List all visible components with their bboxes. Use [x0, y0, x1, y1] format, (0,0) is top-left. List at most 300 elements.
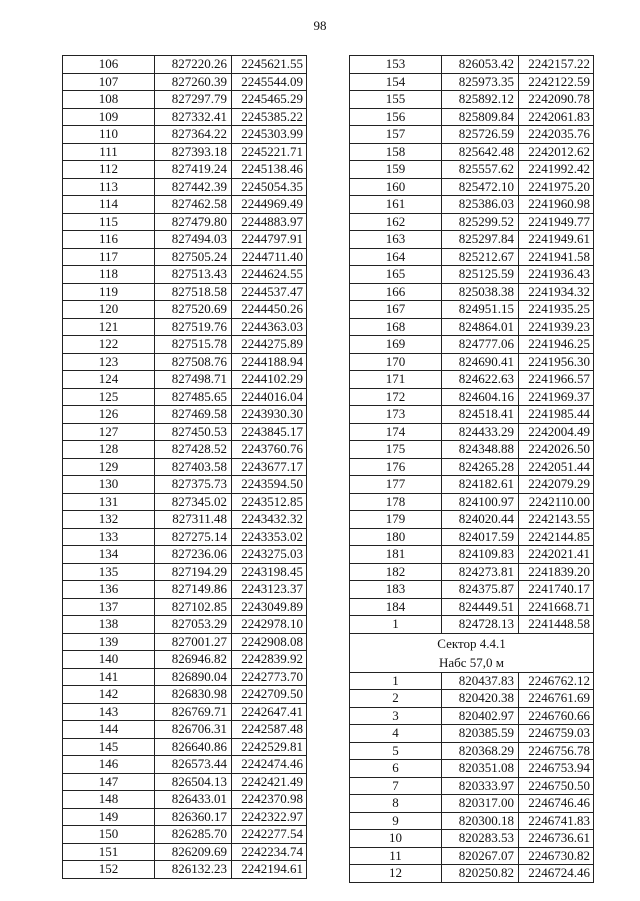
x-coordinate-cell: 827515.78: [155, 336, 232, 354]
y-coordinate-cell: 2242474.46: [232, 756, 307, 774]
table-row: [63, 598, 307, 616]
coordinates-table-right-upper-body: [350, 56, 594, 634]
point-number-cell: 108: [63, 91, 155, 109]
y-coordinate-cell: 2242908.08: [232, 633, 307, 651]
x-coordinate-cell: 824433.29: [442, 423, 519, 441]
point-number-cell: 116: [63, 231, 155, 249]
table-row: [63, 231, 307, 249]
y-coordinate-cell: 2246741.83: [519, 812, 594, 830]
y-coordinate-cell: 2241936.43: [519, 266, 594, 284]
x-coordinate-cell: 826640.86: [155, 738, 232, 756]
x-coordinate-cell: 824100.97: [442, 493, 519, 511]
table-row: [350, 108, 594, 126]
x-coordinate-cell: 824017.59: [442, 528, 519, 546]
point-number-cell: 168: [350, 318, 442, 336]
point-number-cell: 151: [63, 843, 155, 861]
y-coordinate-cell: 2243760.76: [232, 441, 307, 459]
point-number-cell: 5: [350, 742, 442, 760]
table-row: [350, 318, 594, 336]
table-row: [350, 406, 594, 424]
x-coordinate-cell: 827519.76: [155, 318, 232, 336]
x-coordinate-cell: 827053.29: [155, 616, 232, 634]
y-coordinate-cell: 2244797.91: [232, 231, 307, 249]
y-coordinate-cell: 2243845.17: [232, 423, 307, 441]
point-number-cell: 140: [63, 651, 155, 669]
x-coordinate-cell: 826209.69: [155, 843, 232, 861]
y-coordinate-cell: 2244624.55: [232, 266, 307, 284]
table-row: [63, 528, 307, 546]
x-coordinate-cell: 820385.59: [442, 725, 519, 743]
point-number-cell: 107: [63, 73, 155, 91]
x-coordinate-cell: 827297.79: [155, 91, 232, 109]
table-row: [63, 493, 307, 511]
x-coordinate-cell: 827403.58: [155, 458, 232, 476]
table-row: [350, 196, 594, 214]
table-row: [350, 423, 594, 441]
y-coordinate-cell: 2245303.99: [232, 126, 307, 144]
x-coordinate-cell: 825038.38: [442, 283, 519, 301]
table-row: [63, 791, 307, 809]
point-number-cell: 155: [350, 91, 442, 109]
point-number-cell: 120: [63, 301, 155, 319]
table-row: [350, 388, 594, 406]
x-coordinate-cell: 827508.76: [155, 353, 232, 371]
y-coordinate-cell: 2243432.32: [232, 511, 307, 529]
point-number-cell: 144: [63, 721, 155, 739]
point-number-cell: 157: [350, 126, 442, 144]
table-row: [63, 686, 307, 704]
y-coordinate-cell: 2244711.40: [232, 248, 307, 266]
table-row: [63, 73, 307, 91]
x-coordinate-cell: 826706.31: [155, 721, 232, 739]
y-coordinate-cell: 2244016.04: [232, 388, 307, 406]
x-coordinate-cell: 826504.13: [155, 773, 232, 791]
y-coordinate-cell: 2241839.20: [519, 563, 594, 581]
y-coordinate-cell: 2243049.89: [232, 598, 307, 616]
point-number-cell: 109: [63, 108, 155, 126]
x-coordinate-cell: 826890.04: [155, 668, 232, 686]
y-coordinate-cell: 2244363.03: [232, 318, 307, 336]
x-coordinate-cell: 825557.62: [442, 161, 519, 179]
section-title-row: [350, 633, 594, 653]
point-number-cell: 110: [63, 126, 155, 144]
x-coordinate-cell: 827311.48: [155, 511, 232, 529]
y-coordinate-cell: 2242061.83: [519, 108, 594, 126]
table-row: [350, 760, 594, 778]
point-number-cell: 134: [63, 546, 155, 564]
y-coordinate-cell: 2245465.29: [232, 91, 307, 109]
coordinates-table-right-lower-body: [350, 672, 594, 882]
x-coordinate-cell: 824449.51: [442, 598, 519, 616]
y-coordinate-cell: 2242122.59: [519, 73, 594, 91]
table-row: [63, 441, 307, 459]
x-coordinate-cell: 824348.88: [442, 441, 519, 459]
point-number-cell: 178: [350, 493, 442, 511]
point-number-cell: 143: [63, 703, 155, 721]
point-number-cell: 132: [63, 511, 155, 529]
table-row: [350, 178, 594, 196]
y-coordinate-cell: 2242157.22: [519, 56, 594, 74]
table-row: [350, 231, 594, 249]
point-number-cell: 164: [350, 248, 442, 266]
point-number-cell: 153: [350, 56, 442, 74]
table-row: [350, 847, 594, 865]
point-number-cell: 125: [63, 388, 155, 406]
y-coordinate-cell: 2242773.70: [232, 668, 307, 686]
y-coordinate-cell: 2246753.94: [519, 760, 594, 778]
table-row: [63, 178, 307, 196]
table-row: [350, 476, 594, 494]
table-row: [350, 830, 594, 848]
point-number-cell: 113: [63, 178, 155, 196]
table-row: [63, 266, 307, 284]
x-coordinate-cell: 825973.35: [442, 73, 519, 91]
x-coordinate-cell: 827393.18: [155, 143, 232, 161]
x-coordinate-cell: 824728.13: [442, 616, 519, 634]
point-number-cell: 130: [63, 476, 155, 494]
x-coordinate-cell: 827505.24: [155, 248, 232, 266]
point-number-cell: 119: [63, 283, 155, 301]
point-number-cell: 112: [63, 161, 155, 179]
point-number-cell: 118: [63, 266, 155, 284]
x-coordinate-cell: 826573.44: [155, 756, 232, 774]
y-coordinate-cell: 2241956.30: [519, 353, 594, 371]
y-coordinate-cell: 2244883.97: [232, 213, 307, 231]
y-coordinate-cell: 2241985.44: [519, 406, 594, 424]
x-coordinate-cell: 820300.18: [442, 812, 519, 830]
x-coordinate-cell: 826433.01: [155, 791, 232, 809]
point-number-cell: 137: [63, 598, 155, 616]
x-coordinate-cell: 824182.61: [442, 476, 519, 494]
y-coordinate-cell: 2246736.61: [519, 830, 594, 848]
y-coordinate-cell: 2242322.97: [232, 808, 307, 826]
point-number-cell: 131: [63, 493, 155, 511]
y-coordinate-cell: 2242529.81: [232, 738, 307, 756]
point-number-cell: 117: [63, 248, 155, 266]
point-number-cell: 160: [350, 178, 442, 196]
x-coordinate-cell: 827419.24: [155, 161, 232, 179]
x-coordinate-cell: 826285.70: [155, 826, 232, 844]
y-coordinate-cell: 2242143.55: [519, 511, 594, 529]
point-number-cell: 147: [63, 773, 155, 791]
y-coordinate-cell: 2243353.02: [232, 528, 307, 546]
table-row: [350, 126, 594, 144]
x-coordinate-cell: 825212.67: [442, 248, 519, 266]
table-row: [63, 861, 307, 879]
table-row: [350, 143, 594, 161]
table-row: [350, 91, 594, 109]
table-row: [63, 56, 307, 74]
table-row: [63, 546, 307, 564]
y-coordinate-cell: 2246759.03: [519, 725, 594, 743]
table-row: [63, 581, 307, 599]
point-number-cell: 141: [63, 668, 155, 686]
table-row: [350, 742, 594, 760]
y-coordinate-cell: 2241975.20: [519, 178, 594, 196]
y-coordinate-cell: 2245138.46: [232, 161, 307, 179]
table-row: [63, 161, 307, 179]
x-coordinate-cell: 825299.52: [442, 213, 519, 231]
y-coordinate-cell: 2241946.25: [519, 336, 594, 354]
coordinates-table-left: [62, 55, 307, 879]
point-number-cell: 161: [350, 196, 442, 214]
table-row: [350, 546, 594, 564]
y-coordinate-cell: 2243198.45: [232, 563, 307, 581]
y-coordinate-cell: 2241966.57: [519, 371, 594, 389]
y-coordinate-cell: 2245544.09: [232, 73, 307, 91]
point-number-cell: 183: [350, 581, 442, 599]
x-coordinate-cell: 827001.27: [155, 633, 232, 651]
point-number-cell: 10: [350, 830, 442, 848]
point-number-cell: 133: [63, 528, 155, 546]
table-row: [350, 73, 594, 91]
table-row: [63, 721, 307, 739]
x-coordinate-cell: 820317.00: [442, 795, 519, 813]
point-number-cell: 156: [350, 108, 442, 126]
point-number-cell: 3: [350, 707, 442, 725]
table-row: [350, 581, 594, 599]
table-row: [63, 738, 307, 756]
x-coordinate-cell: 820333.97: [442, 777, 519, 795]
point-number-cell: 145: [63, 738, 155, 756]
x-coordinate-cell: 824265.28: [442, 458, 519, 476]
point-number-cell: 111: [63, 143, 155, 161]
point-number-cell: 1: [350, 616, 442, 634]
table-row: [63, 371, 307, 389]
table-row: [350, 283, 594, 301]
x-coordinate-cell: 827332.41: [155, 108, 232, 126]
point-number-cell: 166: [350, 283, 442, 301]
y-coordinate-cell: 2242079.29: [519, 476, 594, 494]
point-number-cell: 7: [350, 777, 442, 795]
table-row: [350, 690, 594, 708]
table-row: [350, 777, 594, 795]
point-number-cell: 8: [350, 795, 442, 813]
y-coordinate-cell: 2246730.82: [519, 847, 594, 865]
point-number-cell: 2: [350, 690, 442, 708]
y-coordinate-cell: 2245221.71: [232, 143, 307, 161]
point-number-cell: 159: [350, 161, 442, 179]
table-row: [350, 266, 594, 284]
x-coordinate-cell: 827485.65: [155, 388, 232, 406]
y-coordinate-cell: 2243930.30: [232, 406, 307, 424]
x-coordinate-cell: 824020.44: [442, 511, 519, 529]
table-row: [350, 458, 594, 476]
table-row: [63, 388, 307, 406]
point-number-cell: 175: [350, 441, 442, 459]
y-coordinate-cell: 2241448.58: [519, 616, 594, 634]
table-row: [350, 812, 594, 830]
x-coordinate-cell: 826132.23: [155, 861, 232, 879]
point-number-cell: 173: [350, 406, 442, 424]
point-number-cell: 123: [63, 353, 155, 371]
table-row: [350, 371, 594, 389]
x-coordinate-cell: 820267.07: [442, 847, 519, 865]
y-coordinate-cell: 2242194.61: [232, 861, 307, 879]
table-row: [350, 441, 594, 459]
x-coordinate-cell: 825892.12: [442, 91, 519, 109]
table-row: [63, 458, 307, 476]
table-row: [63, 301, 307, 319]
y-coordinate-cell: 2241949.61: [519, 231, 594, 249]
table-row: [350, 353, 594, 371]
x-coordinate-cell: 827275.14: [155, 528, 232, 546]
x-coordinate-cell: 827260.39: [155, 73, 232, 91]
coordinates-table-right: [349, 55, 594, 883]
y-coordinate-cell: 2242004.49: [519, 423, 594, 441]
y-coordinate-cell: 2241949.77: [519, 213, 594, 231]
x-coordinate-cell: 825809.84: [442, 108, 519, 126]
x-coordinate-cell: 824109.83: [442, 546, 519, 564]
point-number-cell: 122: [63, 336, 155, 354]
x-coordinate-cell: 827513.43: [155, 266, 232, 284]
section-title: Сектор 4.4.1: [350, 633, 594, 653]
point-number-cell: 167: [350, 301, 442, 319]
table-row: [350, 213, 594, 231]
x-coordinate-cell: 827428.52: [155, 441, 232, 459]
x-coordinate-cell: 824951.15: [442, 301, 519, 319]
point-number-cell: 184: [350, 598, 442, 616]
table-row: [350, 865, 594, 883]
point-number-cell: 182: [350, 563, 442, 581]
point-number-cell: 11: [350, 847, 442, 865]
x-coordinate-cell: 820420.38: [442, 690, 519, 708]
x-coordinate-cell: 824622.63: [442, 371, 519, 389]
table-row: [63, 353, 307, 371]
table-row: [63, 511, 307, 529]
y-coordinate-cell: 2246750.50: [519, 777, 594, 795]
section-subtitle: Набс 57,0 м: [350, 653, 594, 673]
y-coordinate-cell: 2241939.23: [519, 318, 594, 336]
point-number-cell: 4: [350, 725, 442, 743]
table-row: [63, 773, 307, 791]
point-number-cell: 152: [63, 861, 155, 879]
y-coordinate-cell: 2243275.03: [232, 546, 307, 564]
y-coordinate-cell: 2242978.10: [232, 616, 307, 634]
point-number-cell: 12: [350, 865, 442, 883]
table-row: [350, 616, 594, 634]
point-number-cell: 179: [350, 511, 442, 529]
x-coordinate-cell: 825297.84: [442, 231, 519, 249]
point-number-cell: 121: [63, 318, 155, 336]
x-coordinate-cell: 827220.26: [155, 56, 232, 74]
table-row: [63, 143, 307, 161]
x-coordinate-cell: 820368.29: [442, 742, 519, 760]
y-coordinate-cell: 2246762.12: [519, 672, 594, 690]
y-coordinate-cell: 2242035.76: [519, 126, 594, 144]
table-row: [63, 651, 307, 669]
point-number-cell: 171: [350, 371, 442, 389]
point-number-cell: 163: [350, 231, 442, 249]
y-coordinate-cell: 2246760.66: [519, 707, 594, 725]
point-number-cell: 176: [350, 458, 442, 476]
table-row: [63, 668, 307, 686]
table-row: [63, 476, 307, 494]
table-row: [63, 563, 307, 581]
point-number-cell: 162: [350, 213, 442, 231]
point-number-cell: 129: [63, 458, 155, 476]
y-coordinate-cell: 2241941.58: [519, 248, 594, 266]
x-coordinate-cell: 827102.85: [155, 598, 232, 616]
point-number-cell: 115: [63, 213, 155, 231]
y-coordinate-cell: 2242026.50: [519, 441, 594, 459]
point-number-cell: 106: [63, 56, 155, 74]
point-number-cell: 149: [63, 808, 155, 826]
table-row: [63, 108, 307, 126]
point-number-cell: 158: [350, 143, 442, 161]
x-coordinate-cell: 827469.58: [155, 406, 232, 424]
table-row: [350, 336, 594, 354]
point-number-cell: 148: [63, 791, 155, 809]
y-coordinate-cell: 2241668.71: [519, 598, 594, 616]
x-coordinate-cell: 820250.82: [442, 865, 519, 883]
point-number-cell: 124: [63, 371, 155, 389]
y-coordinate-cell: 2244537.47: [232, 283, 307, 301]
x-coordinate-cell: 825386.03: [442, 196, 519, 214]
y-coordinate-cell: 2246724.46: [519, 865, 594, 883]
table-row: [350, 707, 594, 725]
y-coordinate-cell: 2241935.25: [519, 301, 594, 319]
x-coordinate-cell: 826053.42: [442, 56, 519, 74]
table-row: [63, 336, 307, 354]
point-number-cell: 181: [350, 546, 442, 564]
table-row: [63, 406, 307, 424]
y-coordinate-cell: 2242277.54: [232, 826, 307, 844]
y-coordinate-cell: 2245054.35: [232, 178, 307, 196]
y-coordinate-cell: 2241934.32: [519, 283, 594, 301]
x-coordinate-cell: 825642.48: [442, 143, 519, 161]
x-coordinate-cell: 824690.41: [442, 353, 519, 371]
y-coordinate-cell: 2245621.55: [232, 56, 307, 74]
table-row: [63, 826, 307, 844]
y-coordinate-cell: 2246761.69: [519, 690, 594, 708]
y-coordinate-cell: 2242021.41: [519, 546, 594, 564]
y-coordinate-cell: 2242709.50: [232, 686, 307, 704]
table-row: [63, 423, 307, 441]
table-row: [63, 283, 307, 301]
x-coordinate-cell: 820437.83: [442, 672, 519, 690]
x-coordinate-cell: 824273.81: [442, 563, 519, 581]
x-coordinate-cell: 826946.82: [155, 651, 232, 669]
x-coordinate-cell: 824777.06: [442, 336, 519, 354]
x-coordinate-cell: 824518.41: [442, 406, 519, 424]
x-coordinate-cell: 827479.80: [155, 213, 232, 231]
table-row: [63, 91, 307, 109]
y-coordinate-cell: 2243123.37: [232, 581, 307, 599]
x-coordinate-cell: 826360.17: [155, 808, 232, 826]
x-coordinate-cell: 827194.29: [155, 563, 232, 581]
y-coordinate-cell: 2242234.74: [232, 843, 307, 861]
x-coordinate-cell: 827236.06: [155, 546, 232, 564]
table-row: [350, 672, 594, 690]
table-row: [350, 301, 594, 319]
table-row: [63, 808, 307, 826]
table-row: [63, 126, 307, 144]
x-coordinate-cell: 827462.58: [155, 196, 232, 214]
point-number-cell: 139: [63, 633, 155, 651]
point-number-cell: 138: [63, 616, 155, 634]
x-coordinate-cell: 827149.86: [155, 581, 232, 599]
y-coordinate-cell: 2244188.94: [232, 353, 307, 371]
y-coordinate-cell: 2246746.46: [519, 795, 594, 813]
y-coordinate-cell: 2241960.98: [519, 196, 594, 214]
x-coordinate-cell: 824864.01: [442, 318, 519, 336]
point-number-cell: 114: [63, 196, 155, 214]
y-coordinate-cell: 2241969.37: [519, 388, 594, 406]
table-row: [63, 756, 307, 774]
x-coordinate-cell: 827494.03: [155, 231, 232, 249]
y-coordinate-cell: 2244450.26: [232, 301, 307, 319]
